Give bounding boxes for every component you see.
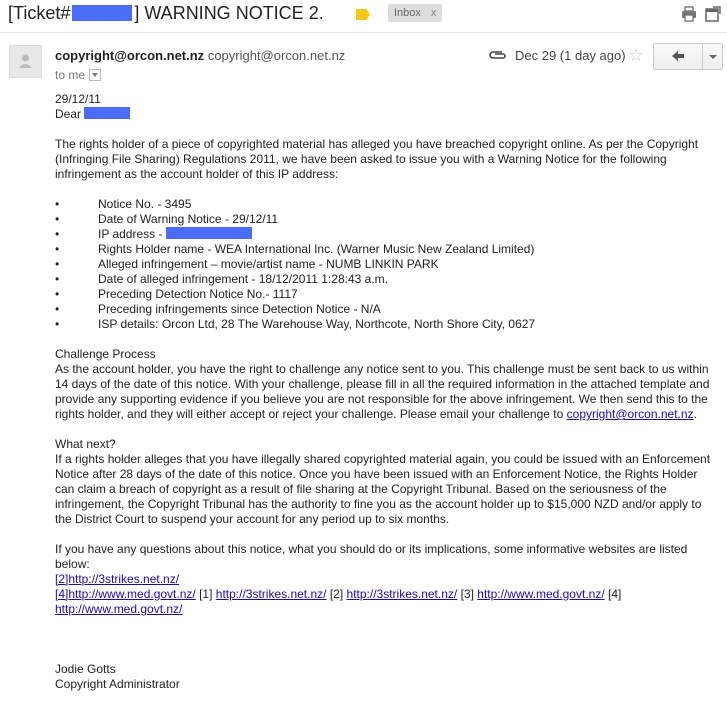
- sender-name[interactable]: copyright@orcon.net.nz: [55, 48, 205, 63]
- avatar-icon: [10, 46, 41, 77]
- remove-label-button[interactable]: x: [430, 7, 437, 19]
- link-url-2[interactable]: http://3strikes.net.nz/: [346, 587, 458, 601]
- list-item: [55, 272, 720, 287]
- bullet-marker: •: [55, 287, 60, 301]
- link-3strikes[interactable]: [2]http://3strikes.net.nz/: [55, 572, 180, 586]
- challenge-text: As the account holder, you have the right to challenge any notice sent to you. This challenge must be sent back to us within 14 days of the date of this notice. With your challenge, please fill in all the required information in the attached template and provide any supporting evidence if you believe you are not responsible for the above infringement. We then send this to the rights holder, and they will either accept or reject your challenge. Please email your challenge to: [55, 362, 710, 421]
- list-item-text: Notice No. - 3495: [98, 197, 192, 211]
- link-med-govt[interactable]: [4]http://www.med.govt.nz/: [55, 587, 196, 601]
- email-body: [55, 92, 720, 692]
- notice-details-list: [55, 197, 720, 332]
- email-date: Dec 29 (1 day ago): [515, 48, 626, 63]
- challenge-end: .: [693, 407, 697, 421]
- bullet-marker: •: [55, 227, 60, 241]
- paperclip-icon: [488, 48, 508, 62]
- next-paragraph: If a rights holder alleges that you have illegally shared copyrighted material again, you could be issued with an Enforcement Notice after 28 days of the date of this notice. Once you have been issued with an Enforcement Notice, the Rights Holder can claim a breach of copyright as a result of file sharing at the Copyright Tribunal. Based on the seriousness of the infringement, the Copyright Tribunal has the authority to fine you as the account holder up to $15,000 NZD and/or apply to the District Court to suspend your account for any period up to six months.: [55, 452, 711, 526]
- list-item-text: Date of alleged infringement - 18/12/2011 1:28:43 a.m.: [98, 272, 388, 286]
- link-line-3: [55, 602, 720, 617]
- list-item: [55, 197, 720, 212]
- link-url-1[interactable]: http://3strikes.net.nz/: [215, 587, 327, 601]
- link-url-4[interactable]: http://www.med.govt.nz/: [55, 602, 183, 616]
- bullet-marker: •: [55, 197, 60, 211]
- inbox-label-chip[interactable]: [388, 4, 442, 22]
- sender-address: copyright@orcon.net.nz: [207, 48, 346, 63]
- email-subject: [8, 3, 324, 24]
- redacted-ip-address: [166, 227, 252, 239]
- link-line-1: [55, 572, 720, 587]
- list-item-text: Alleged infringement – movie/artist name - NUMB LINKIN PARK: [98, 257, 439, 271]
- challenge-heading: Challenge Process: [55, 347, 156, 361]
- bullet-marker: •: [55, 242, 60, 256]
- list-item: [55, 302, 720, 317]
- list-item-text: ISP details: Orcon Ltd, 28 The Warehouse Way, Northcote, North Shore City, 0627: [98, 317, 536, 331]
- intro-paragraph: The rights holder of a piece of copyrighted material has alleged you have breached copyright online. As per the Copyright (Infringing File Sharing) Regulations 2011, we have been asked to issue you with a Warning Notice for the following infringement as the account holder of this IP address:: [55, 137, 699, 181]
- bullet-marker: •: [55, 302, 60, 316]
- avatar[interactable]: [9, 45, 42, 78]
- next-heading: What next?: [55, 437, 116, 451]
- recipient-label: to me: [55, 68, 86, 82]
- reply-button[interactable]: [654, 44, 702, 69]
- list-item-text: Preceding Detection Notice No.- 1117: [98, 287, 298, 301]
- reply-button-group: [653, 43, 723, 70]
- ref-1: [1]: [199, 587, 213, 601]
- recipient-line: [55, 68, 101, 82]
- new-window-icon[interactable]: [705, 6, 721, 22]
- questions-paragraph: If you have any questions about this notice, what you should do or its implications, some informative websites are listed below:: [55, 542, 688, 571]
- show-details-dropdown[interactable]: [89, 69, 101, 81]
- bullet-marker: •: [55, 257, 60, 271]
- list-item: [55, 257, 720, 272]
- redacted-ticket-number: [72, 5, 132, 21]
- greeting-text: Dear: [55, 107, 82, 121]
- list-item-text: IP address -: [98, 227, 163, 241]
- ref-3: [3]: [460, 587, 474, 601]
- list-item-text: Date of Warning Notice - 29/12/11: [98, 212, 279, 226]
- subject-suffix: ] WARNING NOTICE 2.: [134, 3, 324, 23]
- subject-bar: [0, 0, 727, 30]
- print-icon[interactable]: [681, 6, 697, 22]
- more-actions-button[interactable]: [702, 44, 723, 69]
- label-tag-icon[interactable]: [356, 9, 370, 20]
- notice-date: 29/12/11: [55, 92, 101, 106]
- redacted-recipient-name: [84, 107, 130, 119]
- challenge-paragraph: [55, 362, 720, 422]
- signature-name: Jodie Gotts: [55, 662, 116, 676]
- ref-4: [4]: [608, 587, 622, 601]
- link-line-2: [55, 587, 720, 602]
- signature-title: Copyright Administrator: [55, 677, 180, 691]
- inbox-chip-label: Inbox: [394, 7, 421, 19]
- list-item: [55, 317, 720, 332]
- sender-line: [55, 48, 345, 63]
- list-item-text: Rights Holder name - WEA International Inc. (Warner Music New Zealand Limited): [98, 242, 535, 256]
- bullet-marker: •: [55, 212, 60, 226]
- list-item: [55, 212, 720, 227]
- header-divider: [0, 32, 727, 33]
- list-item: [55, 242, 720, 257]
- list-item: [55, 287, 720, 302]
- challenge-email-link[interactable]: copyright@orcon.net.nz: [566, 407, 694, 421]
- star-icon[interactable]: ☆: [628, 45, 645, 65]
- list-item-text: Preceding infringements since Detection Notice - N/A: [98, 302, 381, 316]
- link-url-3[interactable]: http://www.med.govt.nz/: [477, 587, 605, 601]
- greeting: [55, 107, 720, 122]
- list-item: [55, 227, 720, 242]
- ref-2: [2]: [329, 587, 344, 601]
- bullet-marker: •: [55, 272, 60, 286]
- subject-prefix: [Ticket#: [8, 3, 71, 23]
- bullet-marker: •: [55, 317, 60, 331]
- reply-icon: [654, 44, 702, 69]
